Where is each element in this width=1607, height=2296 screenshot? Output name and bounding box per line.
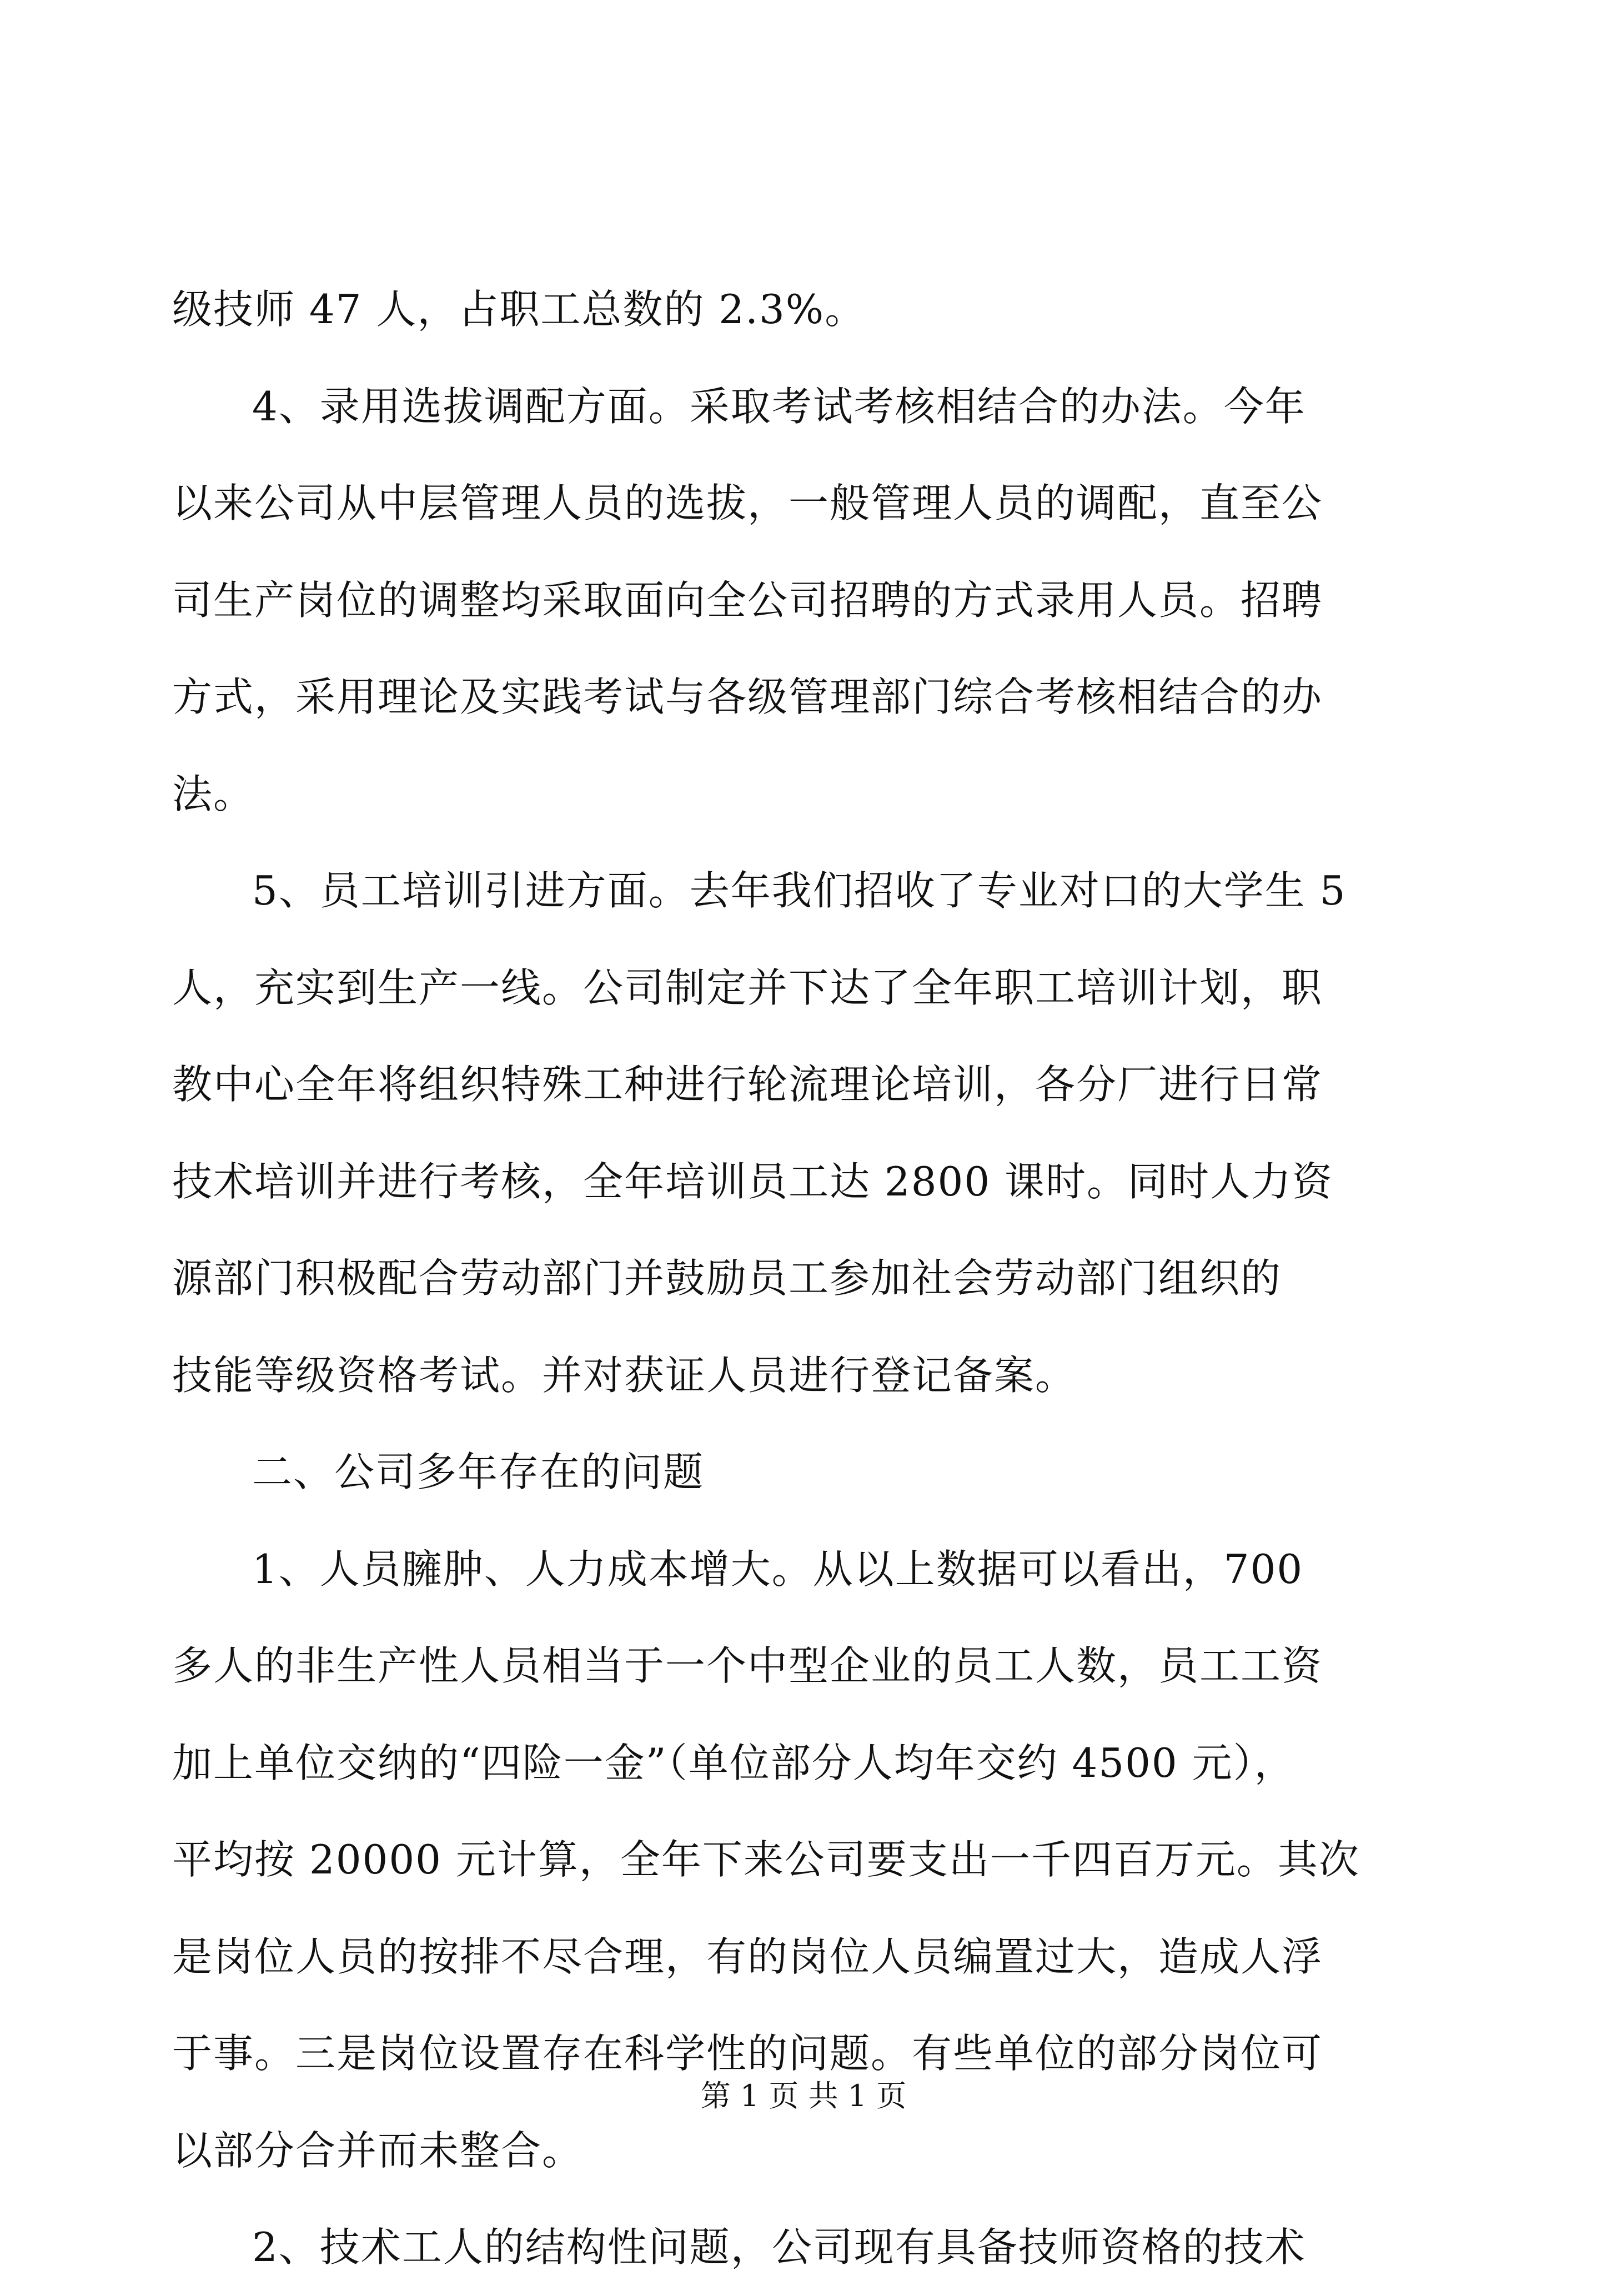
text-line: 1、人员臃肿、人力成本增大。从以上数据可以看出，700	[252, 1545, 1304, 1592]
text-line: 加上单位交纳的“四险一金”（单位部分人均年交约 4500 元），	[172, 1739, 1295, 1786]
text-line: 平均按 20000 元计算，全年下来公司要支出一千四百万元。其次	[172, 1836, 1360, 1883]
text-line: 教中心全年将组织特殊工种进行轮流理论培训，各分厂进行日常	[172, 1061, 1323, 1108]
text-line: 人，充实到生产一线。公司制定并下达了全年职工培训计划，职	[172, 964, 1323, 1011]
text-line: 以部分合并而未整合。	[172, 2127, 584, 2174]
text-line: 法。	[172, 770, 255, 817]
text-line: 技术培训并进行考核，全年培训员工达 2800 课时。同时人力资	[172, 1158, 1334, 1205]
text-line: 技能等级资格考试。并对获证人员进行登记备案。	[172, 1352, 1077, 1399]
text-line: 级技师 47 人，占职工总数的 2.3%。	[172, 286, 866, 333]
text-line: 源部门积极配合劳动部门并鼓励员工参加社会劳动部门组织的	[172, 1255, 1282, 1302]
text-line: 司生产岗位的调整均采取面向全公司招聘的方式录用人员。招聘	[172, 576, 1323, 624]
text-line: 是岗位人员的按排不尽合理，有的岗位人员编置过大，造成人浮	[172, 1933, 1323, 1980]
text-line: 2、技术工人的结构性问题，公司现有具备技师资格的技术	[252, 2224, 1306, 2270]
text-line: 以来公司从中层管理人员的选拔，一般管理人员的调配，直至公	[172, 480, 1323, 526]
document-body	[172, 261, 1422, 2296]
page-footer: 第 1 页 共 1 页	[700, 2078, 907, 2113]
text-line: 4、录用选拔调配方面。采取考试考核相结合的办法。今年	[252, 383, 1306, 430]
text-line: 5、员工培训引进方面。去年我们招收了专业对口的大学生 5	[252, 867, 1347, 914]
text-line: 多人的非生产性人员相当于一个中型企业的员工人数，员工工资	[172, 1642, 1323, 1689]
text-line: 二、公司多年存在的问题	[252, 1449, 705, 1495]
text-line: 方式，采用理论及实践考试与各级管理部门综合考核相结合的办	[172, 674, 1323, 720]
text-line: 于事。三是岗位设置存在科学性的问题。有些单位的部分岗位可	[172, 2030, 1323, 2077]
